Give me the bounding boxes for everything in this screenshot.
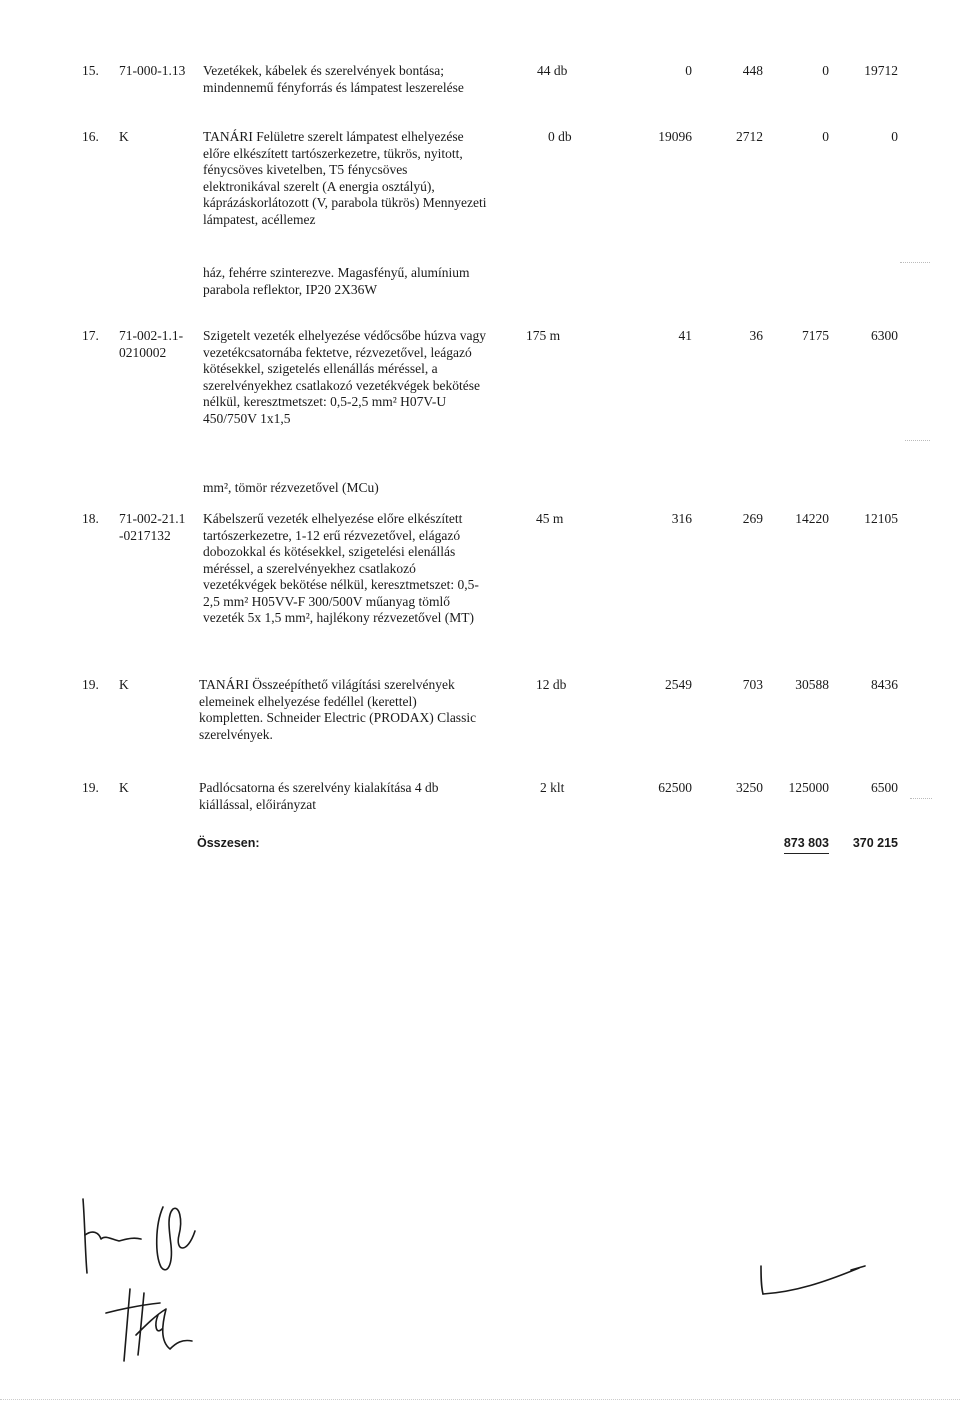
labor-total: 19712 [864, 63, 898, 78]
row-number: 19. [82, 780, 99, 795]
row-number: 15. [82, 63, 99, 78]
labor-total: 0 [891, 129, 898, 144]
labor-total: 8436 [871, 677, 898, 692]
material-unit-price: 316 [671, 511, 692, 526]
row-number: 17. [82, 328, 99, 343]
summary-labor-total: 370 215 [852, 836, 898, 850]
item-description: TANÁRI Összeépíthető világítási szerelvények elemeinek elhelyezése fedéllel (kerettel) kompletten. Schneider Electric (PRODAX) Classic szerelvények. [199, 677, 477, 742]
signature-3 [755, 1260, 875, 1300]
summary-label: Összesen: [197, 836, 260, 850]
row-number: 18. [82, 511, 99, 526]
item-description: TANÁRI Felületre szerelt lámpatest elhelyezése előre elkészített tartószerkezetre, tükrös, nyitott, fénycsöves kivetelben, T5 fénycsöves elektronikával szerelt (A energia osztályú), káprázáskorlátozott (V, parabola tükrös) Mennyezeti lámpatest, acéllemez [203, 129, 487, 227]
row-number: 19. [82, 677, 99, 692]
material-total: 0 [822, 129, 829, 144]
scan-mark [905, 440, 930, 442]
labor-unit-price: 2712 [736, 129, 763, 144]
signature-1 [75, 1195, 215, 1280]
material-unit-price: 62500 [658, 780, 692, 795]
labor-unit-price: 269 [742, 511, 763, 526]
item-quantity: 12 db [536, 677, 567, 692]
material-unit-price: 19096 [658, 129, 692, 144]
scan-mark [900, 262, 930, 264]
item-code: 71-000-1.13 [119, 63, 186, 78]
scan-mark [910, 798, 932, 800]
item-quantity: 0 db [548, 129, 572, 144]
material-unit-price: 0 [685, 63, 692, 78]
item-description: Padlócsatorna és szerelvény kialakítása 4 db kiállással, előirányzat [199, 780, 439, 812]
material-total: 7175 [802, 328, 829, 343]
material-total: 0 [822, 63, 829, 78]
labor-total: 6300 [871, 328, 898, 343]
material-total: 30588 [795, 677, 829, 692]
labor-total: 6500 [871, 780, 898, 795]
item-quantity: 175 m [526, 328, 561, 343]
labor-unit-price: 703 [742, 677, 763, 692]
item-description: Kábelszerű vezeték elhelyezése előre elkészített tartószerkezetre, 1-12 erű rézvezetővel, elágazó dobozokkal és kötésekkel, szigetelési elenállás méréssel, a szerelvényekhez csatlakozó vezetékvégek bekötése nélkül, keresztmetszet: 0,5-2,5 mm² H05VV-F 300/500V műanyag tömlő vezeték 5x 1,5 mm², hajlékony rézvezetővel (MT) [203, 511, 479, 625]
material-unit-price: 41 [678, 328, 692, 343]
page-bottom-edge [0, 1399, 960, 1401]
item-code: K [119, 129, 129, 144]
item-code: 71-002-1.1-0210002 [119, 328, 184, 360]
signature-2 [100, 1285, 200, 1365]
item-code: 71-002-21.1-0217132 [119, 511, 186, 543]
item-code: K [119, 677, 129, 692]
item-quantity: 2 klt [540, 780, 565, 795]
item-quantity: 45 m [536, 511, 564, 526]
item-description-continued: mm², tömör rézvezetővel (MCu) [203, 480, 379, 495]
labor-unit-price: 3250 [736, 780, 763, 795]
material-total: 125000 [788, 780, 829, 795]
item-quantity: 44 db [537, 63, 568, 78]
labor-unit-price: 36 [749, 328, 763, 343]
item-description: Vezetékek, kábelek és szerelvények bontása; mindennemű fényforrás és lámpatest leszerelése [203, 63, 464, 95]
material-total: 14220 [795, 511, 829, 526]
item-code: K [119, 780, 129, 795]
item-description-continued: ház, fehérre szinterezve. Magasfényű, alumínium parabola reflektor, IP20 2X36W [203, 265, 470, 297]
item-description: Szigetelt vezeték elhelyezése védőcsőbe húzva vagy vezetékcsatornába fektetve, rézvezetővel, leágazó kötésekkel, szigetelés ellenállás méréssel, a szerelvényekhez csatlakozó vezetékvégek bekötése nélkül, keresztmetszet: 0,5-2,5 mm² H07V-U 450/750V 1x1,5 [203, 328, 486, 426]
material-unit-price: 2549 [665, 677, 692, 692]
row-number: 16. [82, 129, 99, 144]
labor-total: 12105 [864, 511, 898, 526]
labor-unit-price: 448 [742, 63, 763, 78]
summary-material-total: 873 803 [784, 835, 829, 854]
